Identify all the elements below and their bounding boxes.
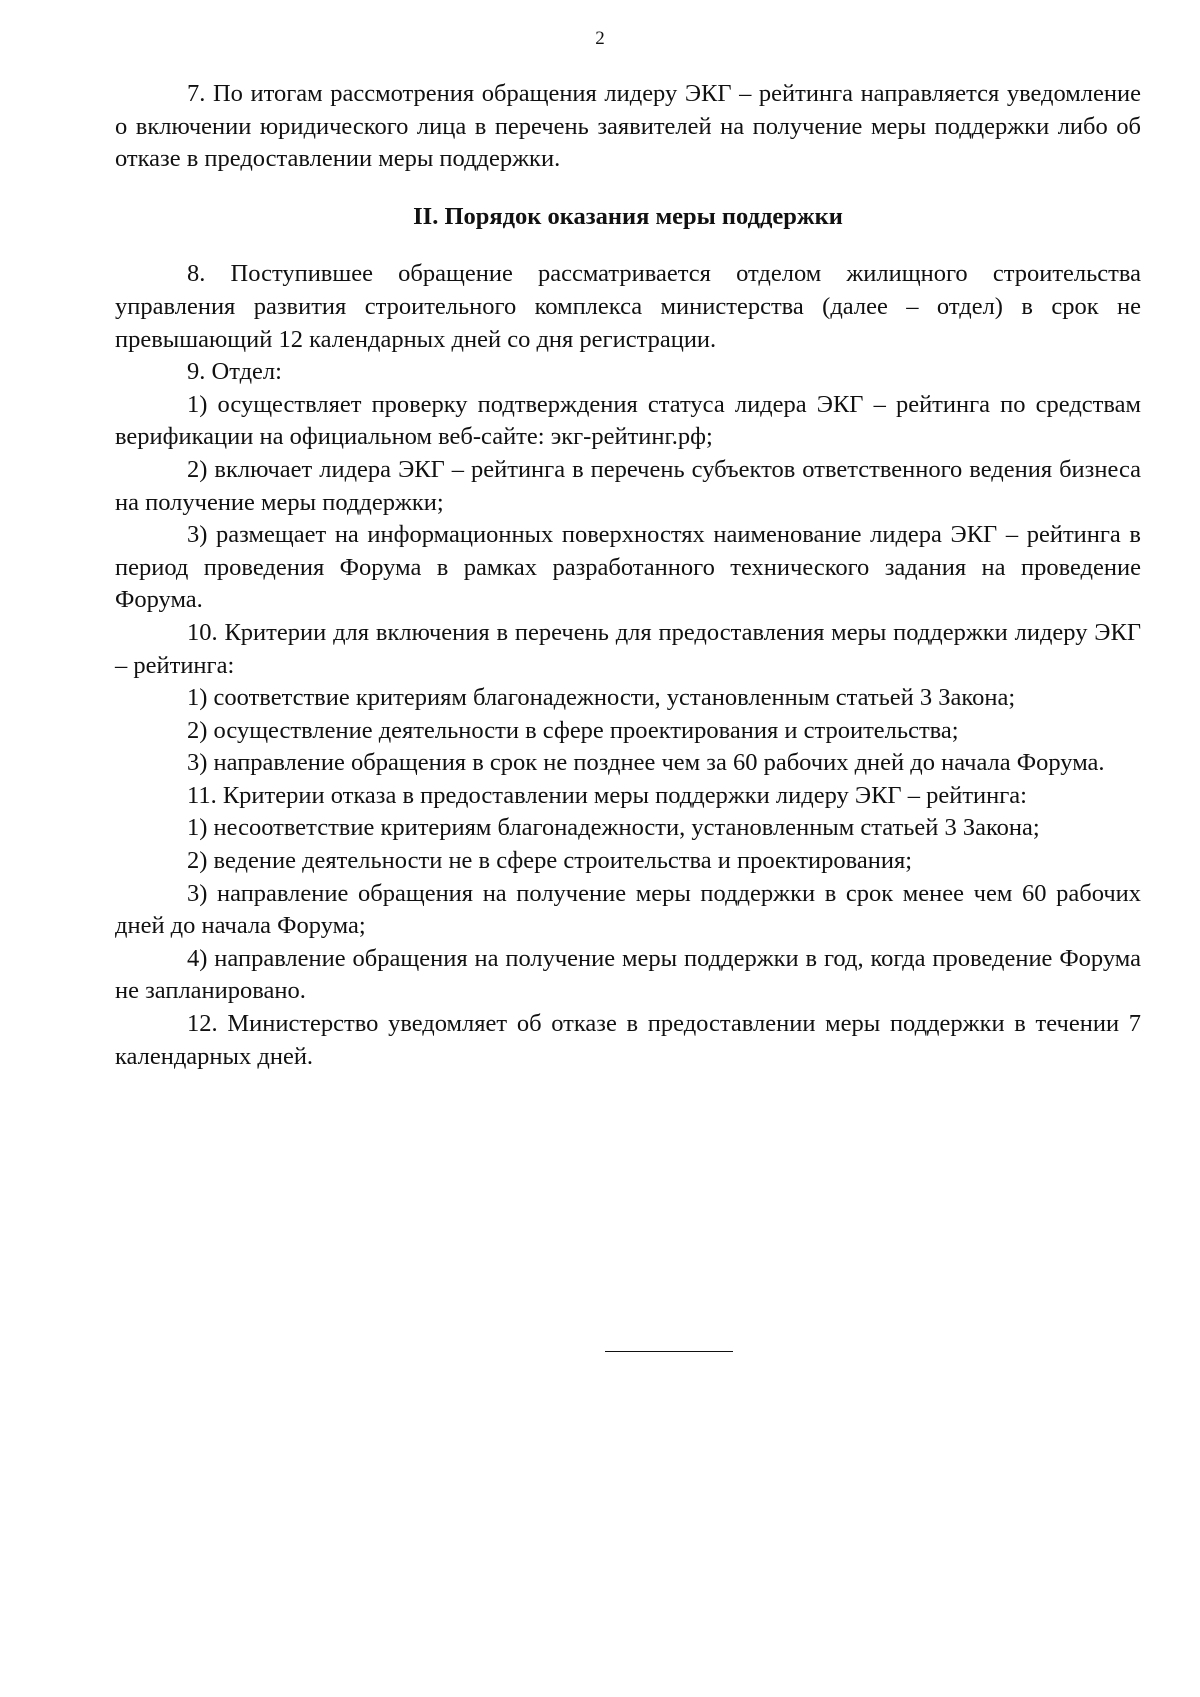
paragraph-10-item-1: 1) соответствие критериям благонадежности, установленным статьей 3 Закона; — [187, 684, 1016, 712]
paragraph-9-item-1: 1) осуществляет проверку подтверждения статуса лидера ЭКГ – рейтинга по средствам верификации на официальном веб-сайте: экг-рейтинг.рф; — [115, 390, 1141, 451]
closing-divider — [605, 1351, 733, 1352]
page-number: 2 — [595, 28, 605, 49]
paragraph-11-item-2: 2) ведение деятельности не в сфере строительства и проектирования; — [187, 847, 913, 875]
paragraph-8: 8. Поступившее обращение рассматривается отделом жилищного строительства управления развития строительного комплекса министерства (далее – отдел) в срок не превышающий 12 календарных дней со дня регистрации. — [115, 260, 1141, 353]
paragraph-9: 9. Отдел: — [187, 358, 282, 386]
section-heading: II. Порядок оказания меры поддержки — [413, 202, 843, 230]
paragraph-12: 12. Министерство уведомляет об отказе в предоставлении меры поддержки в течении 7 календарных дней. — [115, 1010, 1141, 1070]
paragraph-10-item-3: 3) направление обращения в срок не позднее чем за 60 рабочих дней до начала Форума. — [187, 749, 1105, 777]
document-body — [115, 78, 1141, 1073]
paragraph-9-item-2: 2) включает лидера ЭКГ – рейтинга в перечень субъектов ответственного ведения бизнеса на получение меры поддержки; — [115, 455, 1141, 516]
paragraph-7: 7. По итогам рассмотрения обращения лидеру ЭКГ – рейтинга направляется уведомление о включении юридического лица в перечень заявителей на получение меры поддержки либо об отказе в предоставлении меры поддержки. — [115, 80, 1141, 173]
paragraph-11-item-1: 1) несоответствие критериям благонадежности, установленным статьей 3 Закона; — [187, 814, 1040, 842]
paragraph-10: 10. Критерии для включения в перечень для предоставления меры поддержки лидеру ЭКГ – рейтинга: — [115, 618, 1141, 679]
paragraph-11-item-4: 4) направление обращения на получение меры поддержки в год, когда проведение Форума не запланировано. — [115, 944, 1141, 1005]
paragraph-10-item-2: 2) осуществление деятельности в сфере проектирования и строительства; — [187, 716, 959, 744]
paragraph-11: 11. Критерии отказа в предоставлении меры поддержки лидеру ЭКГ – рейтинга: — [187, 781, 1027, 809]
paragraph-9-item-3: 3) размещает на информационных поверхностях наименование лидера ЭКГ – рейтинга в период проведения Форума в рамках разработанного технического задания на проведение Форума. — [115, 521, 1141, 614]
paragraph-11-item-3: 3) направление обращения на получение меры поддержки в срок менее чем 60 рабочих дней до начала Форума; — [115, 879, 1141, 940]
